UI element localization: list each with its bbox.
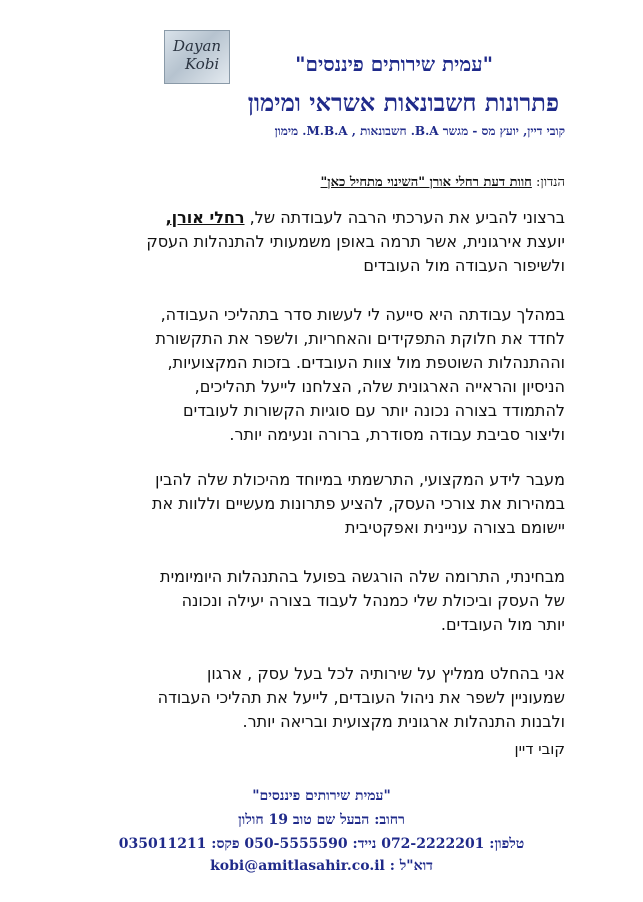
letterhead-title: פתרונות חשבונאות אשראי ומימון [247, 88, 559, 117]
paragraph-5 [75, 662, 565, 734]
footer-company: "עמית שירותים פיננסים" [252, 788, 391, 804]
paragraph-line: אני בהחלט ממליץ על שירותיה לכל בעל עסק , ארגון [207, 664, 565, 683]
footer-email: דוא"ל : kobi@amitlasahir.co.il [210, 858, 433, 874]
paragraph-line: לחדד את חלוקת התפקידים והאחריות, ולשפר את התקשורת [155, 329, 565, 348]
letterhead-subtitle: קובי דיין, יועץ מס - מגשר B.A. חשבונאות , M.B.A. מימון [274, 124, 565, 138]
paragraph-line: שמעוניין לשפר את ניהול העובדים, לייעל את תהליכי העבודה [157, 688, 565, 707]
paragraph-line: ולבנות התנהלות ארגונית מקצועית ובריאה יותר. [242, 712, 565, 731]
footer-phones: טלפון: 072-2222201 נייד: 050-5555590 פקס: 035011211 [118, 836, 525, 852]
paragraph-line: יותר מול העובדים. [440, 615, 565, 634]
subject-line [321, 174, 565, 190]
paragraph-line: במהירות את צורכי העסק, להציע פתרונות מעשיים וללוות את [152, 494, 565, 513]
subject-label: הנדון: [536, 175, 565, 190]
paragraph-line: של העסק וביכולת שלי כמנהל לעבוד בצורה יעילה ונכונה [181, 591, 565, 610]
paragraph-line: יישומם בצורה עניינית ואפקטיבית [345, 518, 565, 537]
signature: קובי דיין [514, 740, 565, 758]
paragraph-line: במהלך עבודתה היא סייעה לי לעשות סדר בתהליכי העבודה, [160, 305, 565, 324]
company-name: "עמית שירותים פיננסים" [295, 52, 493, 76]
subject-text: חוות דעת רחלי אורן "השינוי מתחיל כאן" [320, 175, 532, 190]
footer-address: רחוב: הבעל שם טוב 19 חולון [238, 812, 405, 828]
paragraph-line: מבחינתי, התרומה שלה הורגשה בפועל בהתנהלות היומיומית [160, 567, 565, 586]
logo-text-line2: Kobi [185, 55, 220, 73]
paragraph-4 [75, 565, 565, 637]
recommended-person-name: רחלי אורן, [165, 208, 245, 227]
paragraph-line: להתמודד בצורה נכונה יותר עם סוגיות הקשורות לעובדים [183, 401, 565, 420]
paragraph-2 [75, 303, 565, 447]
paragraph-line: הניסיון והראייה הארגונית שלה, הצלחנו לייעל תהליכים, [194, 377, 565, 396]
paragraph-1 [75, 206, 565, 278]
paragraph-line: יועצת אירגונית, אשר תרמה באופן משמעותי להתנהלות העסק [146, 232, 565, 251]
company-logo [164, 30, 230, 84]
paragraph-3 [75, 468, 565, 540]
paragraph-line: מעבר לידע המקצועי, התרשמתי במיוחד מהיכולת שלה להבין [155, 470, 565, 489]
paragraph-line: ברצוני להביע את הערכתי הרבה לעבודתה של, רחלי אורן, [165, 208, 565, 227]
paragraph-line: ולשיפור העבודה מול העובדים [363, 256, 565, 275]
paragraph-line: וליצור סביבת עבודה מסודרת, ברורה ונעימה יותר. [229, 425, 565, 444]
paragraph-line: וההתנהלות השוטפת מול צוות העובדים. בזכות המקצועיות, [167, 353, 565, 372]
logo-text-line1: Dayan [173, 37, 222, 55]
